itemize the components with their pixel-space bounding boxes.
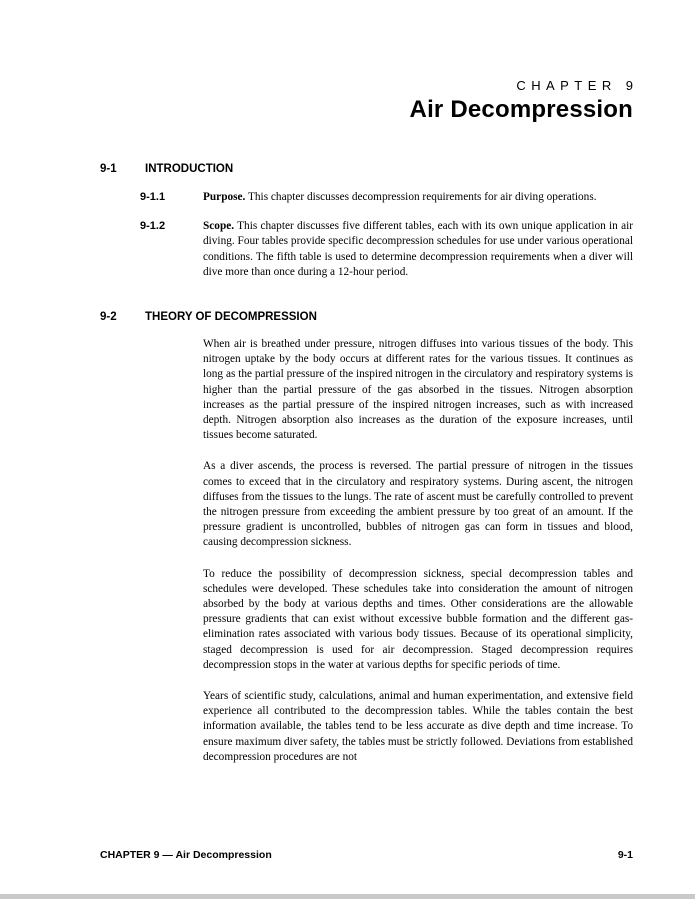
section-heading-row	[100, 162, 633, 176]
section-number: 9-1	[100, 163, 117, 175]
chapter-title: Air Decompression	[409, 96, 633, 123]
subsection-number: 9-1.1	[140, 191, 166, 203]
page-content	[100, 0, 639, 765]
body-paragraph: When air is breathed under pressure, nitrogen diffuses into various tissues of the body. This nitrogen uptake by the body occurs at different rates for the various tissues. It continues as long as the partial pressure of the inspired nitrogen in the circulatory and respiratory systems is higher than the partial pressure of the gas absorbed in the tissues. Nitrogen absorption increases as the partial pressure of the inspired nitrogen increases, such as with increased depth. Nitrogen absorption also increases as the duration of the exposure increases, until tissues become saturated.	[203, 338, 633, 442]
footer-chapter-label: CHAPTER 9 — Air Decompression	[100, 849, 272, 861]
body-paragraph: Years of scientific study, calculations, animal and human experimentation, and extensive field experience all contributed to the decompression tables. While the tables contain the best information available, the tables tend to be less accurate as dive depth and time increase. To ensure maximum diver safety, the tables must be strictly followed. Deviations from established decompression procedures are not	[203, 690, 633, 763]
page-bottom-edge	[0, 894, 695, 899]
subsection-number: 9-1.2	[140, 220, 166, 233]
section-number: 9-2	[100, 311, 117, 324]
subsection-purpose	[140, 190, 633, 205]
section-heading: INTRODUCTION	[145, 163, 234, 175]
footer-page-number: 9-1	[617, 849, 633, 861]
body-paragraph: As a diver ascends, the process is reversed. The partial pressure of nitrogen in the tissues comes to exceed that in the circulatory and respiratory systems. During ascent, the nitrogen diffuses from the tissues to the lungs. The rate of ascent must be carefully controlled to prevent the nitrogen pressure from exceeding the ambient pressure by too great of an amount. If the pressure gradient is uncontrolled, bubbles of nitrogen gas can form in tissues and blood, causing decompression sickness.	[203, 460, 633, 549]
section-introduction	[100, 162, 633, 280]
chapter-number-label: CHAPTER 9	[516, 78, 639, 93]
section-heading-row	[100, 310, 633, 324]
subsection-paragraph	[203, 190, 633, 205]
body-paragraph: To reduce the possibility of decompression sickness, special decompression tables and schedules were developed. These schedules take into consideration the amount of nitrogen absorbed by the body at various depths and times. Other considerations are the allowable pressure gradients that can exist without excessive bubble formation and the different gas-elimination rates associated with various body tissues. Because of its operational simplicity, staged decompression is used for air decompression. Staged decompression requires decompression stops in the water at various depths for specific periods of time.	[203, 567, 633, 671]
subsection-scope	[140, 219, 633, 280]
subsection-paragraph	[203, 219, 633, 280]
section-theory-of-decompression	[100, 310, 633, 765]
page-footer	[100, 849, 633, 861]
chapter-header	[100, 0, 639, 124]
subsection-lead: Purpose.	[203, 191, 246, 203]
subsection-text: This chapter discusses five different tables, each with its own unique application in air diving. Four tables provide specific decompression schedules for use under various operational conditions. The fifth table is used to determine decompression requirements when a diver will dive more than once during a 12-hour period.	[203, 220, 633, 278]
section-heading: THEORY OF DECOMPRESSION	[145, 311, 317, 324]
subsection-lead: Scope.	[203, 220, 235, 233]
subsection-text: This chapter discusses decompression requirements for air diving operations.	[248, 191, 597, 203]
